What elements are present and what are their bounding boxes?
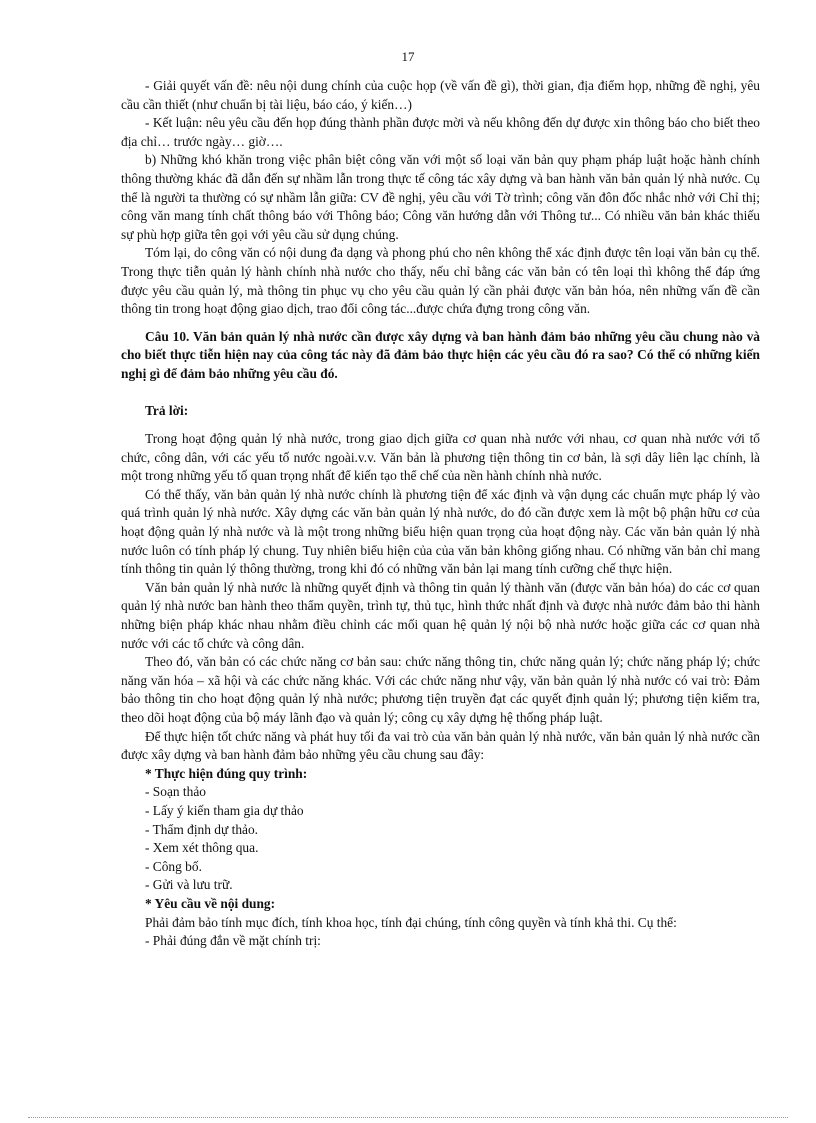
paragraph-functions: Theo đó, văn bản có các chức năng cơ bản sau: chức năng thông tin, chức năng quản lý; chức năng pháp lý; chức năng văn hóa – xã hội và các chức năng khác. Với các chức năng như vậy, văn bản quản lý nhà nước có vai trò: Đảm bảo thông tin cho hoạt động quản lý nhà nước; phương tiện truyền đạt các quyết định quản lý; phương tiện kiểm tra, theo dõi hoạt động của bộ máy lãnh đạo và quản lý; công cụ xây dựng hệ thống pháp luật.: [121, 654, 760, 725]
paragraph-role-of-documents: Trong hoạt động quản lý nhà nước, trong giao dịch giữa cơ quan nhà nước với nhau, cơ quan nhà nước với tổ chức, công dân, với các yếu tố nước ngoài.v.v. Văn bản là phương tiện thông tin cơ bản, là sợi dây liên lạc chính, là một trong những yếu tố quan trọng nhất để kiến tạo thể chế của nền hành chính nhà nước.: [121, 431, 760, 484]
answer-label: Trả lời:: [145, 402, 189, 418]
heading-procedure: * Thực hiện đúng quy trình:: [145, 765, 308, 781]
bottom-divider: [28, 1117, 788, 1118]
paragraph-conclusion: - Kết luận: nêu yêu cầu đến họp đúng thành phần được mời và nếu không đến dự được xin thông báo cho biết theo địa chỉ… trước ngày… giờ….: [121, 115, 760, 149]
heading-content-requirements: * Yêu cầu về nội dung:: [145, 895, 276, 911]
list-item: - Xem xét thông qua.: [145, 840, 259, 856]
paragraph-requirements-intro: Để thực hiện tốt chức năng và phát huy tối đa vai trò của văn bản quản lý nhà nước, văn bản quản lý nhà nước cần được xây dựng và ban hành đảm bảo những yêu cầu chung sau đây:: [121, 728, 760, 763]
list-item: - Lấy ý kiến tham gia dự thảo: [145, 802, 304, 818]
list-item: - Thẩm định dự thảo.: [145, 821, 259, 837]
paragraph-content-properties: Phải đảm bảo tính mục đích, tính khoa học, tính đại chúng, tính công quyền và tính khả thi. Cụ thể:: [145, 914, 677, 930]
list-item: - Công bố.: [145, 858, 202, 874]
paragraph-resolve-issue: - Giải quyết vấn đề: nêu nội dung chính của cuộc họp (về vấn đề gì), thời gian, địa điểm họp, những đề nghị, yêu cầu cần thiết (như chuẩn bị tài liệu, báo cáo, ý kiến…): [121, 78, 760, 112]
page-number: 17: [401, 49, 415, 64]
paragraph-definition: Văn bản quản lý nhà nước là những quyết định và thông tin quản lý thành văn (được văn bản hóa) do các cơ quan quản lý nhà nước ban hành theo thẩm quyền, trình tự, thủ tục, hình thức nhất định và được nhà nước đảm bảo thi hành những biện pháp khác nhau nhằm điều chỉnh các mối quan hệ quản lý nội bộ nhà nước hoặc giữa các cơ quan nhà nước với các tổ chức và công dân.: [121, 579, 760, 651]
paragraph-legal-standards: Có thể thấy, văn bản quản lý nhà nước chính là phương tiện để xác định và vận dụng các chuẩn mực pháp lý vào quá trình quản lý nhà nước. Xây dựng các văn bản quản lý nhà nước, do đó cần được xem là một bộ phận hữu cơ của hoạt động quản lý nhà nước và là một trong những biểu hiện quan trọng của hoạt động này. Các văn bản quản lý nhà nước luôn có tính pháp lý chung. Tuy nhiên biểu hiện của của văn bản không giống nhau. Có những văn bản chỉ mang tính thông tin quản lý thông thường, trong khi đó có những văn bản lại mang tính cưỡng chế thực hiện.: [121, 486, 760, 577]
paragraph-difficulties: b) Những khó khăn trong việc phân biệt công văn với một số loại văn bản quy phạm pháp luật hoặc hành chính thông thường khác đã dẫn đến sự nhầm lẫn trong thực tế công tác xây dựng và ban hành văn bản quản lý nhà nước. Cụ thể là người ta thường có sự nhầm lẫn giữa: CV đề nghị, yêu cầu với Tờ trình; công văn đôn đốc nhắc nhở với Chỉ thị; công văn mang tính chất thông báo với Thông báo; Công văn hướng dẫn với Thông tư... Có nhiều văn bản khác thiếu sự phù hợp giữa tên gọi với yêu cầu sử dụng chúng.: [121, 152, 760, 242]
list-item: - Gửi và lưu trữ.: [145, 877, 233, 893]
question-10: Câu 10. Văn bản quản lý nhà nước cần được xây dựng và ban hành đảm bảo những yêu cầu chung nào và cho biết thực tiễn hiện nay của công tác này đã đảm bảo thực hiện các yêu cầu đó ra sao? Có thể có những kiến nghị gì để đảm bảo những yêu cầu đó.: [121, 328, 760, 381]
paragraph-political-correctness: - Phải đúng đắn về mặt chính trị:: [145, 933, 321, 949]
list-item: - Soạn thảo: [145, 784, 206, 800]
paragraph-summary: Tóm lại, do công văn có nội dung đa dạng và phong phú cho nên không thể xác định được tên loại văn bản cụ thể. Trong thực tiễn quản lý hành chính nhà nước cho thấy, nếu chỉ bằng các văn bản có tên loại thì không thể đáp ứng được yêu cầu quản lý, mà thông tin phục vụ cho yêu cầu quản lý cần phải được văn bản hóa, nên những vấn đề cần thông tin trong hoạt động giao dịch, trao đổi công tác...được chứa đựng trong công văn.: [121, 245, 760, 317]
document-body: [121, 77, 760, 951]
